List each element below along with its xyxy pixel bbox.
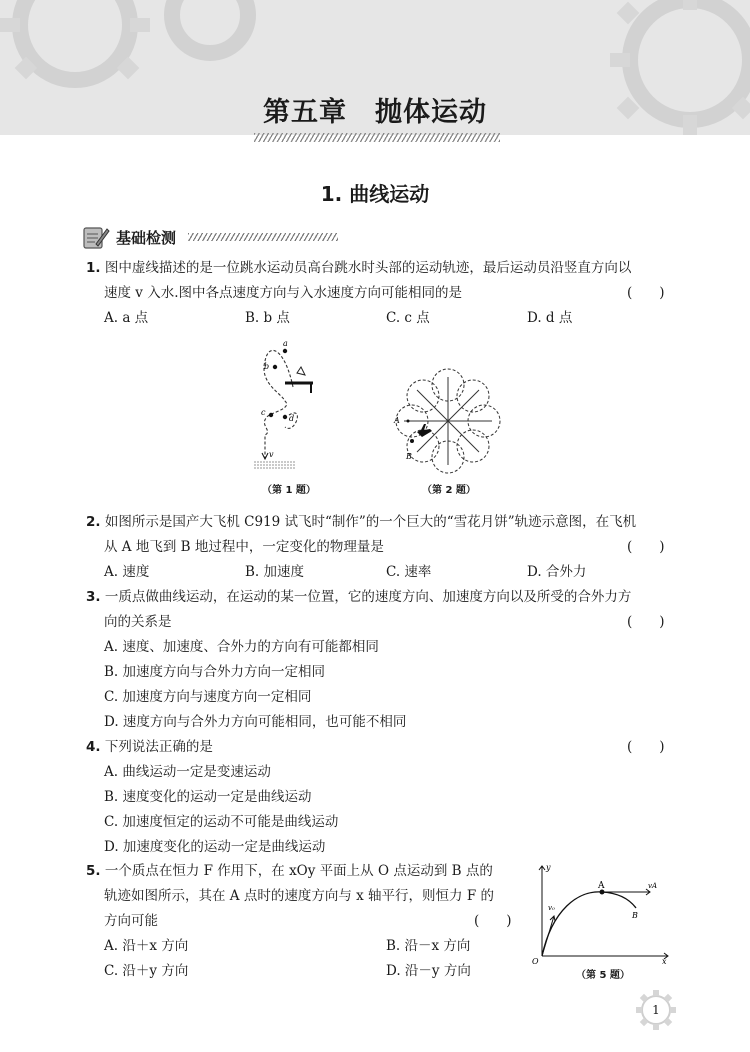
- q1-option-b: B. b 点: [245, 310, 290, 326]
- q4-line1: 4. 下列说法正确的是: [86, 739, 213, 755]
- fig5-label-va: vA: [648, 882, 658, 890]
- q5-option-c: C. 沿＋y 方向: [104, 963, 189, 979]
- q5-option-b: B. 沿－x 方向: [386, 938, 471, 954]
- q5-option-a: A. 沿＋x 方向: [104, 938, 189, 954]
- q2-answer-paren: ( ): [627, 539, 665, 555]
- q3-answer-paren: ( ): [627, 614, 665, 630]
- fig1-label-d: d: [289, 414, 295, 423]
- fig1-label-c: c: [261, 408, 266, 417]
- q2-option-d: D. 合外力: [527, 564, 587, 580]
- q2-option-a: A. 速度: [104, 564, 150, 580]
- q1-option-a: A. a 点: [104, 310, 149, 326]
- fig5-label-o: O: [532, 957, 539, 964]
- q1-line1: 1. 图中虚线描述的是一位跳水运动员高台跳水时头部的运动轨迹，最后运动员沿竖直方向以: [86, 260, 632, 276]
- fig1-label-v: v: [269, 450, 274, 459]
- q5-line2: 轨迹如图所示，其在 A 点时的速度方向与 x 轴平行，则恒力 F 的: [104, 888, 494, 904]
- title-underline: [254, 133, 500, 142]
- fig5-label-x: x: [662, 957, 667, 964]
- figure-2-snowflake-trajectory: [392, 365, 504, 477]
- fig5-label-b: B: [632, 911, 638, 920]
- q2-line1: 2. 如图所示是国产大飞机 C919 试飞时“制作”的一个巨大的“雪花月饼”轨迹示意图，在飞机: [86, 514, 637, 530]
- q4-option-c: C. 加速度恒定的运动不可能是曲线运动: [104, 814, 339, 830]
- figure-5-caption: （第 5 题）: [576, 970, 630, 981]
- fig1-label-a: a: [283, 339, 288, 348]
- q4-answer-paren: ( ): [627, 739, 665, 755]
- q1-option-c: C. c 点: [386, 310, 430, 326]
- q5-option-d: D. 沿－y 方向: [386, 963, 471, 979]
- q3-option-a: A. 速度、加速度、合外力的方向有可能都相同: [104, 639, 379, 655]
- chapter-title: 第五章 抛体运动: [263, 97, 487, 128]
- q3-line2: 向的关系是: [104, 614, 172, 630]
- q4-number: 4.: [86, 739, 101, 755]
- page-number: 1: [652, 1003, 660, 1017]
- figure-1-caption: （第 1 题）: [262, 485, 316, 496]
- q5-line1: 5. 一个质点在恒力 F 作用下，在 xOy 平面上从 O 点运动到 B 点的: [86, 863, 493, 879]
- basic-check-hatch: [188, 233, 338, 241]
- q4-option-d: D. 加速度变化的运动一定是曲线运动: [104, 839, 326, 855]
- notebook-pencil-icon: [82, 224, 110, 250]
- basic-check-header: [82, 222, 338, 252]
- q1-option-d: D. d 点: [527, 310, 573, 326]
- q1-line2: 速度 v 入水.图中各点速度方向与入水速度方向可能相同的是: [104, 285, 462, 301]
- q2-option-c: C. 速率: [386, 564, 432, 580]
- q5-number: 5.: [86, 863, 101, 879]
- q5-answer-paren: ( ): [474, 913, 512, 929]
- fig2-label-a: A: [394, 416, 400, 425]
- q3-number: 3.: [86, 589, 101, 605]
- fig2-label-b: B: [406, 452, 412, 461]
- figure-1-diver-trajectory: [245, 335, 325, 475]
- q5-line3: 方向可能: [104, 913, 158, 929]
- figure-5-trajectory-xoy: [528, 860, 672, 964]
- basic-check-label: 基础检测: [116, 228, 177, 247]
- q1-answer-paren: ( ): [627, 285, 665, 301]
- section-title: 1. 曲线运动: [320, 182, 430, 206]
- q3-line1: 3. 一质点做曲线运动，在运动的某一位置，它的速度方向、加速度方向以及所受的合外力方: [86, 589, 632, 605]
- fig5-label-v0: v₀: [548, 904, 555, 912]
- q3-option-b: B. 加速度方向与合外力方向一定相同: [104, 664, 326, 680]
- q4-option-a: A. 曲线运动一定是变速运动: [104, 764, 271, 780]
- fig5-label-a: A: [598, 881, 605, 891]
- q2-number: 2.: [86, 514, 101, 530]
- q2-option-b: B. 加速度: [245, 564, 305, 580]
- q3-option-d: D. 速度方向与合外力方向可能相同，也可能不相同: [104, 714, 407, 730]
- q2-line2: 从 A 地飞到 B 地过程中，一定变化的物理量是: [104, 539, 384, 555]
- q4-option-b: B. 速度变化的运动一定是曲线运动: [104, 789, 312, 805]
- fig5-label-y: y: [546, 863, 551, 872]
- q3-option-c: C. 加速度方向与速度方向一定相同: [104, 689, 312, 705]
- q1-number: 1.: [86, 260, 101, 276]
- fig1-label-b: b: [264, 362, 270, 371]
- figure-2-caption: （第 2 题）: [422, 485, 476, 496]
